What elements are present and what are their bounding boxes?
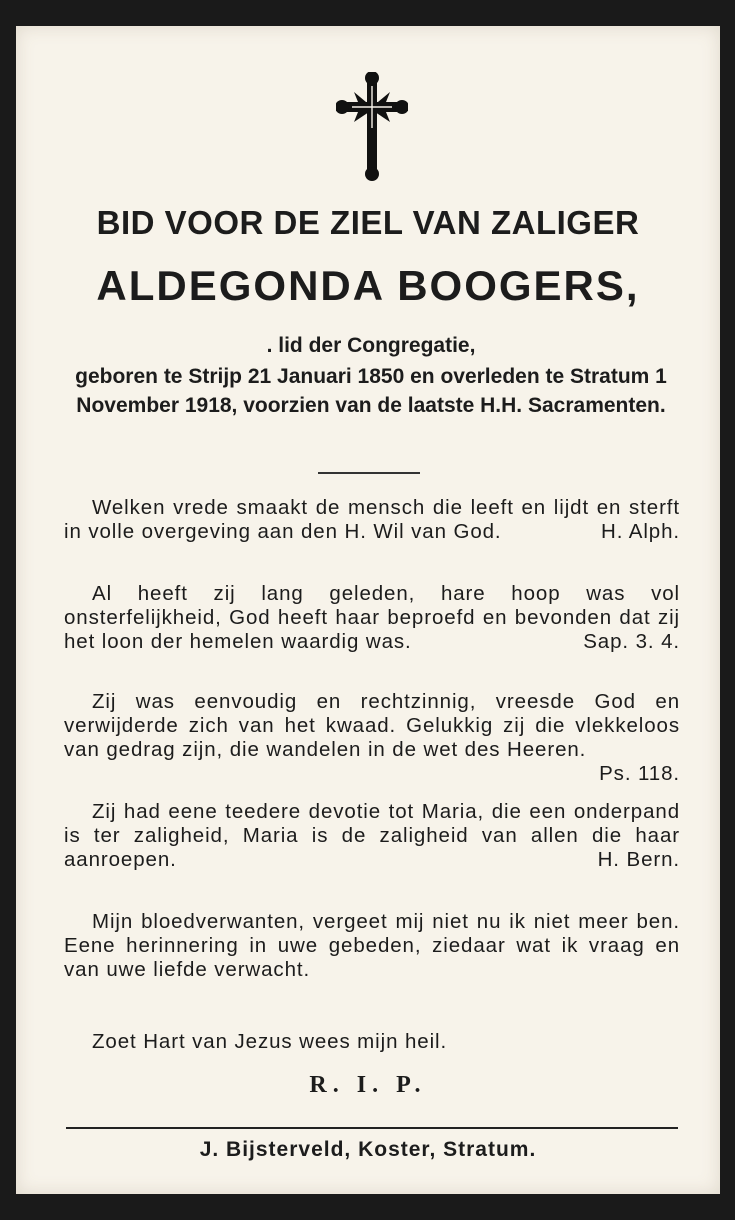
divider	[318, 472, 420, 474]
deceased-name: ALDEGONDA BOOGERS,	[96, 262, 640, 309]
passage-text: Welken vrede smaakt de mensch die leeft en lijdt en sterft in volle overgeving aan den H. Wil van God.	[64, 496, 680, 543]
birth-death-text: geboren te Strijp 21 Januari 1850 en overleden te Stratum 1 November 1918, voorzien van de laatste H.H. Sacramenten.	[75, 365, 667, 417]
passage-text: Zoet Hart van Jezus wees mijn heil.	[92, 1030, 448, 1053]
passage-reference: Sap. 3. 4.	[583, 630, 680, 653]
passage-reference: H. Alph.	[601, 520, 680, 543]
passage-reference: H. Bern.	[597, 848, 680, 871]
passage-6	[64, 1030, 680, 1054]
printer-credit: J. Bijsterveld, Koster, Stratum.	[199, 1138, 537, 1161]
cross-icon	[336, 72, 408, 184]
passage-2	[64, 582, 680, 654]
passage-text: Zij had eene teedere devotie tot Maria, die een onderpand is ter zaligheid, Maria is de zaligheid van allen die haar aanroepen.	[64, 800, 680, 871]
passage-3	[64, 690, 680, 786]
membership-line: . lid der Congregatie,	[266, 334, 476, 357]
passage-1	[64, 496, 680, 544]
bottom-rule	[66, 1127, 678, 1129]
passage-text: Al heeft zij lang geleden, hare hoop was vol onsterfelijkheid, God heeft haar beproefd en bevonden dat zij het loon der hemelen waardig was.	[64, 582, 680, 653]
heading-prayer: BID VOOR DE ZIEL VAN ZALIGER	[96, 204, 640, 241]
passage-reference: Ps. 118.	[599, 762, 680, 785]
passage-text: Mijn bloedverwanten, vergeet mij niet nu ik niet meer ben. Eene herinnering in uwe gebeden, ziedaar wat ik vraag en van uwe liefde verwacht.	[64, 910, 680, 981]
passage-5	[64, 910, 680, 982]
passage-text: Zij was eenvoudig en rechtzinnig, vreesde God en verwijderde zich van het kwaad. Gelukkig zij die vlekkeloos van gedrag zijn, die wandelen in de wet des Heeren.	[64, 690, 680, 761]
rip-closing: R. I. P.	[309, 1072, 427, 1098]
passage-4	[64, 800, 680, 872]
prayer-card	[16, 26, 720, 1194]
